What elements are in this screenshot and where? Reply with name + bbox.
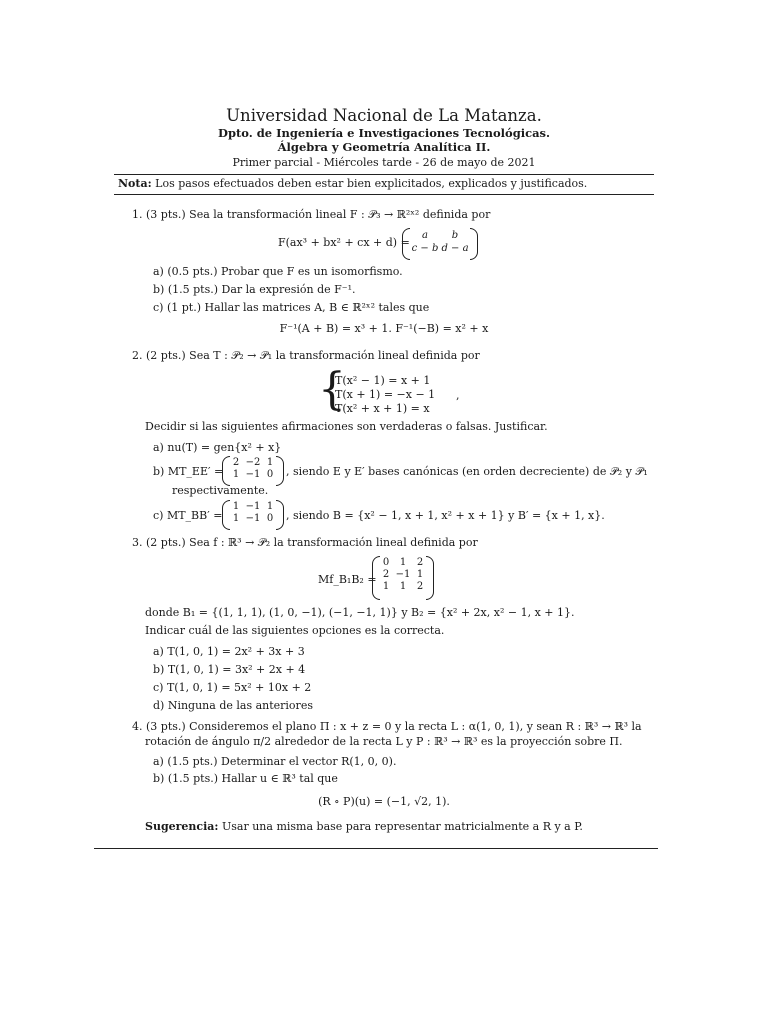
note — [118, 177, 587, 191]
p2-sys-tail: , — [456, 389, 460, 402]
p4-hint-label: Sugerencia: — [145, 820, 219, 833]
p1-m12: b — [451, 230, 459, 241]
p1-statement: 1. (3 pts.) Sea la transformación lineal F : 𝒫₃ → ℝ²ˣ² definida por — [132, 208, 491, 221]
university-title: Universidad Nacional de La Matanza. — [226, 106, 542, 125]
p3-m11: 0 — [382, 557, 390, 568]
p1-eq2: F⁻¹(A + B) = x³ + 1. F⁻¹(−B) = x² + x — [279, 322, 489, 335]
p4-eq: (R ∘ P)(u) = (−1, √2, 1). — [318, 795, 450, 808]
rule-note — [114, 194, 654, 195]
p3-m32: 1 — [399, 581, 407, 592]
p4-hint — [145, 820, 583, 834]
rule-bottom — [94, 848, 658, 849]
p2-b-rest: , siendo E y E′ bases canónicas (en orden decreciente) de 𝒫₂ y 𝒫₁ — [286, 465, 648, 478]
p3-option-c: c) T(1, 0, 1) = 5x² + 10x + 2 — [153, 681, 312, 694]
p3-option-d: d) Ninguna de las anteriores — [153, 699, 313, 712]
p2-c-matrix — [222, 500, 284, 530]
p2-c-m22: −1 — [245, 513, 261, 524]
p3-m31: 1 — [382, 581, 390, 592]
p1-item-a: a) (0.5 pts.) Probar que F es un isomorfismo. — [153, 265, 403, 278]
p2-c-m21: 1 — [232, 513, 240, 524]
p3-matrix — [372, 556, 434, 600]
p3-m22: −1 — [395, 569, 411, 580]
p4-statement-2: rotación de ángulo π/2 alrededor de la recta L y P : ℝ³ → ℝ³ es la proyección sobre Π. — [145, 735, 623, 748]
p1-matrix — [402, 228, 478, 260]
p2-c-rest: , siendo B = {x² − 1, x + 1, x² + x + 1} y B′ = {x + 1, x}. — [286, 509, 605, 522]
p2-b-m12: −2 — [245, 457, 261, 468]
rule-top — [114, 174, 654, 175]
p2-sys-3: T(x² + x + 1) = x — [335, 402, 430, 415]
p3-m13: 2 — [416, 557, 424, 568]
p2-b-rest2: respectivamente. — [172, 484, 269, 497]
p2-c-m13: 1 — [266, 501, 274, 512]
p1-m22: d − a — [441, 243, 469, 254]
p2-b-m21: 1 — [232, 469, 240, 480]
note-label: Nota: — [118, 177, 152, 190]
p3-statement: 3. (2 pts.) Sea f : ℝ³ → 𝒫₂ la transformación lineal definida por — [132, 536, 478, 549]
exam-line: Primer parcial - Miércoles tarde - 26 de mayo de 2021 — [232, 156, 536, 169]
p3-m21: 2 — [382, 569, 390, 580]
p2-b-matrix — [222, 456, 284, 486]
p3-indicate: Indicar cuál de las siguientes opciones es la correcta. — [145, 624, 445, 637]
p3-m12: 1 — [399, 557, 407, 568]
p2-decide: Decidir si las siguientes afirmaciones son verdaderas o falsas. Justificar. — [145, 420, 548, 433]
p2-statement: 2. (2 pts.) Sea T : 𝒫₂ → 𝒫₁ la transformación lineal definida por — [132, 349, 480, 362]
p2-b-m22: −1 — [245, 469, 261, 480]
p2-c-m23: 0 — [266, 513, 274, 524]
p1-m21: c − b — [411, 243, 439, 254]
p2-b-m23: 0 — [266, 469, 274, 480]
p3-option-a: a) T(1, 0, 1) = 2x² + 3x + 3 — [153, 645, 305, 658]
p2-brace: { — [318, 364, 346, 415]
p3-eq-lhs: Mf_B₁B₂ = — [318, 573, 377, 586]
p3-where: donde B₁ = {(1, 1, 1), (1, 0, −1), (−1, −1, 1)} y B₂ = {x² + 2x, x² − 1, x + 1}. — [145, 606, 575, 619]
p1-m11: a — [422, 230, 428, 241]
p2-item-a: a) nu(T) = gen{x² + x} — [153, 441, 282, 454]
p4-item-a: a) (1.5 pts.) Determinar el vector R(1, 0, 0). — [153, 755, 397, 768]
department-line: Dpto. de Ingeniería e Investigaciones Tecnológicas. — [217, 126, 551, 140]
p3-m23: 1 — [416, 569, 424, 580]
p4-hint-text: Usar una misma base para representar matricialmente a R y a P. — [218, 820, 583, 833]
p1-eq-lhs: F(ax³ + bx² + cx + d) = — [278, 236, 410, 249]
p2-b-m11: 2 — [232, 457, 240, 468]
p1-item-b: b) (1.5 pts.) Dar la expresión de F⁻¹. — [153, 283, 356, 296]
p3-m33: 2 — [416, 581, 424, 592]
p2-c-m11: 1 — [232, 501, 240, 512]
p1-item-c: c) (1 pt.) Hallar las matrices A, B ∈ ℝ²ˣ² tales que — [153, 301, 430, 314]
p2-b-m13: 1 — [266, 457, 274, 468]
p2-sys-2: T(x + 1) = −x − 1 — [335, 388, 436, 401]
course-line: Álgebra y Geometría Analítica II. — [277, 140, 491, 154]
p2-c-m12: −1 — [245, 501, 261, 512]
note-text: Los pasos efectuados deben estar bien explicitados, explicados y justificados. — [151, 177, 588, 190]
p2-b-lhs: b) MT_EE′ = — [153, 465, 224, 478]
p4-statement: 4. (3 pts.) Consideremos el plano Π : x + z = 0 y la recta L : α(1, 0, 1), y sean R : ℝ³ → ℝ³ la — [132, 720, 642, 733]
p3-option-b: b) T(1, 0, 1) = 3x² + 2x + 4 — [153, 663, 306, 676]
p2-c-lhs: c) MT_BB′ = — [153, 509, 223, 522]
p2-sys-1: T(x² − 1) = x + 1 — [335, 374, 431, 387]
p4-item-b: b) (1.5 pts.) Hallar u ∈ ℝ³ tal que — [153, 772, 338, 785]
